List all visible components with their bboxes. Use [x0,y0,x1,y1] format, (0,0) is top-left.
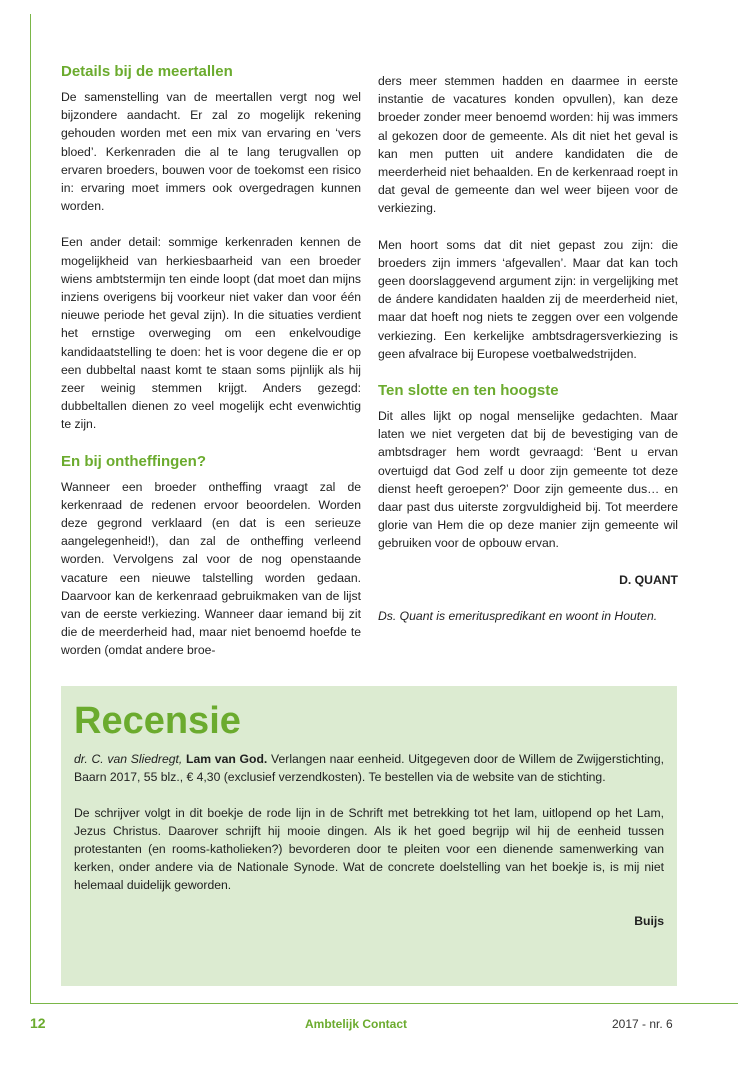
heading-details-meertallen: Details bij de meertallen [61,63,233,80]
review-title: Recensie [74,700,241,742]
page-frame-horizontal-line [30,1003,738,1004]
page-frame-vertical-line [30,14,31,1004]
heading-ten-slotte: Ten slotte en ten hoogste [378,382,559,400]
article-column-right [378,72,678,643]
paragraph: Een ander detail: sommige kerkenraden kennen de mogelijkheid van herkiesbaarheid van een broeder wiens ambtstermijn ten einde loopt (dat moet dan mijns inziens overigens bij voorkeur niet vaker dan voor één nieuwe periode het geval zijn). In die situaties verdient het ernstige overweging om een enkelvoudige kandidaatstelling te doen: het is voor degene die er op een dubbeltal naast komt te staan soms pijnlijk als hij zeer weinig stemmen krijgt. Anders gezegd: dubbeltallen dienen zo veel mogelijk echt evenwichtig te zijn. [61,235,361,432]
book-citation [74,750,664,786]
issue-label: 2017 - nr. 6 [612,1017,673,1031]
paragraph: Wanneer een broeder ontheffing vraagt zal de kerkenraad de redenen ervoor beoordelen. Worden deze gegrond verklaard (en dat is een serieuze aangelegenheid!), dan zal de ontheffing verleend worden. Vervolgens zal voor de nog openstaande vacature een nieuwe talstelling worden gedaan. Daarvoor kan de kerkenraad gebruikmaken van de lijst van de eerste verkiezing. Wanneer daar iemand bij zit die de meerderheid had, maar niet benoemd hoefde te worden (omdat andere broe- [61,479,361,658]
review-body: De schrijver volgt in dit boekje de rode lijn in de Schrift met betrekking tot het lam, uitlopend op het Lam, Jezus Christus. Daarover schrijft hij mooie dingen. Als ik het goed begrijp wil hij de eenheid tussen protestanten (en rooms-katholieken?) bevorderen door te pleiten voor een dienende samenwerking van kerken, onder andere via de Nationale Synode. Wat de concrete doelstelling van het boekje is, is mij niet helemaal duidelijk geworden. [74,806,664,892]
paragraph: Dit alles lijkt op nogal menselijke gedachten. Maar laten we niet vergeten dat bij de bevestiging van de ambtsdrager hem wordt gevraagd: ‘Bent u ervan overtuigd dat God zelf u door zijn gemeente tot deze dienst heeft geroepen?’ Door zijn gemeente dus… en daar past dus uiterste zorgvuldigheid bij. Tot meerdere glorie van Hem die op deze manier zijn gemeente wil gebruiken voor de opbouw ervan. [378,409,678,551]
paragraph: Men hoort soms dat dit niet gepast zou zijn: die broeders zijn immers ‘afgevallen’. Maar dat kan toch geen doorslaggevend argument zijn: in vergelijking met de ándere kandidaten haalden zij de meerderheid niet, maar dat hoeft nog niets te zeggen over een volgende verkiezing. Een kerkelijke ambtsdragersverkiezing is geen afvalrace bij Europese voetbalwedstrijden. [378,237,678,361]
page-number: 12 [30,1015,46,1031]
author-signature: D. QUANT [619,572,678,587]
book-author: dr. C. van Sliedregt, [74,752,183,766]
review-box [61,686,677,986]
book-title: Lam van God. [186,752,268,766]
article-column-left [61,62,361,678]
reviewer-signature: Buijs [634,914,664,928]
book-details: Verlangen naar eenheid. Uitgegeven door de Willem de Zwijgerstichting, Baarn 2017, 55 blz., € 4,30 (exclusief verzendkosten). Te bestellen via de website van de stichting. [74,752,664,784]
magazine-name: Ambtelijk Contact [305,1017,408,1031]
author-note: Ds. Quant is emerituspredikant en woont in Houten. [378,608,658,623]
paragraph: De samenstelling van de meertallen vergt nog wel bijzondere aandacht. Er zal zo mogelijk rekening gehouden worden met een mix van ervaring en ‘vers bloed’. Kerkenraden die al te lang terugvallen op ervaren broeders, bouwen voor de toekomst een risico in: ervaring moet immers ook overgedragen kunnen worden. [61,90,361,214]
paragraph: ders meer stemmen hadden en daarmee in eerste instantie de vacatures konden opvullen), kan deze broeder zonder meer benoemd worden: hij was immers al gekozen door de gemeente. Als dit niet het geval is kan men putten uit andere kandidaten die de meerderheid niet behaalden. En de kerkenraad roept in dat geval de gemeente dan wel weer bijeen voor de verkiezing. [378,74,678,216]
heading-ontheffingen: En bij ontheffingen? [61,452,206,470]
